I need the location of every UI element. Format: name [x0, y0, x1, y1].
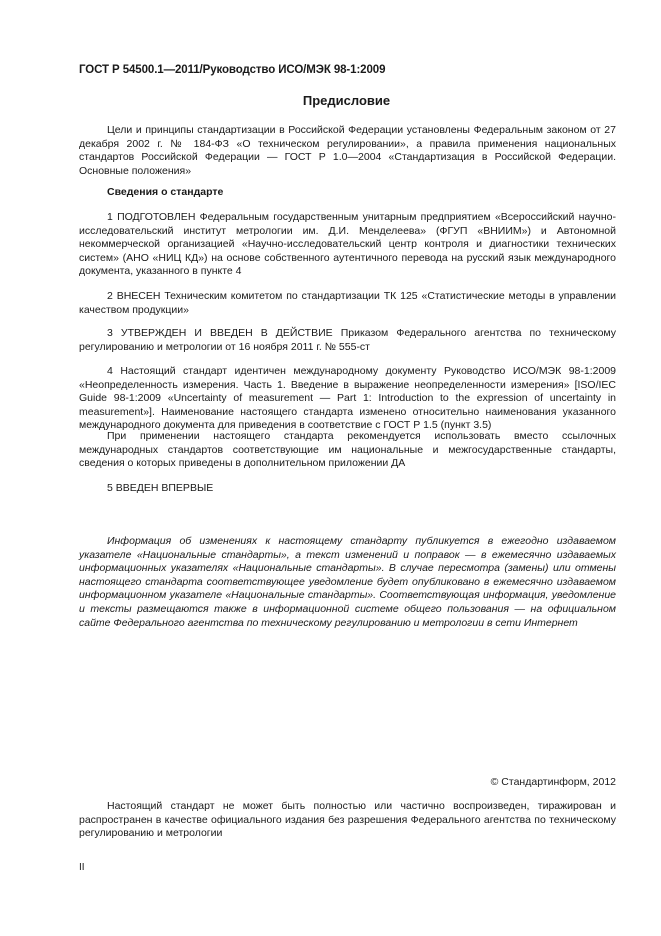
intro-paragraph: Цели и принципы стандартизации в Российской Федерации установлены Федеральным законом от 27 декабря 2002 г. № 184-ФЗ «О техническом регулировании», а правила применения национальных стандартов Российской Федерации — ГОСТ Р 1.0—2004 «Стандартизация в Российской Федерации. Основные положения»: [79, 124, 616, 177]
document-header: ГОСТ Р 54500.1—2011/Руководство ИСО/МЭК 98-1:2009: [79, 64, 386, 76]
notice-paragraph: Информация об изменениях к настоящему стандарту публикуется в ежегодно издаваемом указателе «Национальные стандарты», а текст изменений и поправок — в ежемесячно издаваемых информационных указателях «Национальные стандарты». В случае пересмотра (замены) или отмены настоящего стандарта соответствующее уведомление будет опубликовано в ежемесячно издаваемом информационном указателе «Национальные стандарты». Соответствующая информация, уведомление и тексты размещаются также в информационной системе общего пользования — на официальном сайте Федерального агентства по техническому регулированию и метрологии в сети Интернет: [79, 535, 616, 629]
rights-paragraph: Настоящий стандарт не может быть полностью или частично воспроизведен, тиражирован и распространен в качестве официального издания без разрешения Федерального агентства по техническому регулированию и метрологии: [79, 800, 616, 840]
item-2: 2 ВНЕСЕН Техническим комитетом по стандартизации ТК 125 «Статистические методы в управлении качеством продукции»: [79, 290, 616, 316]
page-number: II: [79, 862, 85, 873]
copyright: © Стандартинформ, 2012: [490, 776, 616, 788]
item-1: 1 ПОДГОТОВЛЕН Федеральным государственным унитарным предприятием «Всероссийский научно-исследовательский институт метрологии им. Д.И. Менделеева» (ФГУП «ВНИИМ») и Автономной некоммерческой организацией «Научно-исследовательский центр контроля и диагностики технических систем» (АНО «НИЦ КД») на основе собственного аутентичного перевода на русский язык международного документа, указанного в пункте 4: [79, 211, 616, 278]
info-heading: Сведения о стандарте: [107, 186, 224, 198]
item-5: 5 ВВЕДЕН ВПЕРВЫЕ: [107, 482, 214, 494]
item-4: 4 Настоящий стандарт идентичен международному документу Руководство ИСО/МЭК 98-1:2009 «Неопределенность измерения. Часть 1. Введение в выражение неопределенности измерения» [ISO/IEC Guide 98-1:2009 «Uncertainty of measurement — Part 1: Introduction to the expression of uncertainty in measurement»]. Наименование настоящего стандарта изменено относительно наименования указанного международного документа для приведения в соответствие с ГОСТ Р 1.5 (пункт 3.5): [79, 365, 616, 432]
page-title: Предисловие: [302, 93, 391, 108]
item-4-note: При применении настоящего стандарта рекомендуется использовать вместо ссылочных международных стандартов соответствующие им национальные и межгосударственные стандарты, сведения о которых приведены в дополнительном приложении ДА: [79, 430, 616, 470]
item-3: 3 УТВЕРЖДЕН И ВВЕДЕН В ДЕЙСТВИЕ Приказом Федерального агентства по техническому регулированию и метрологии от 16 ноября 2011 г. № 555-ст: [79, 327, 616, 353]
